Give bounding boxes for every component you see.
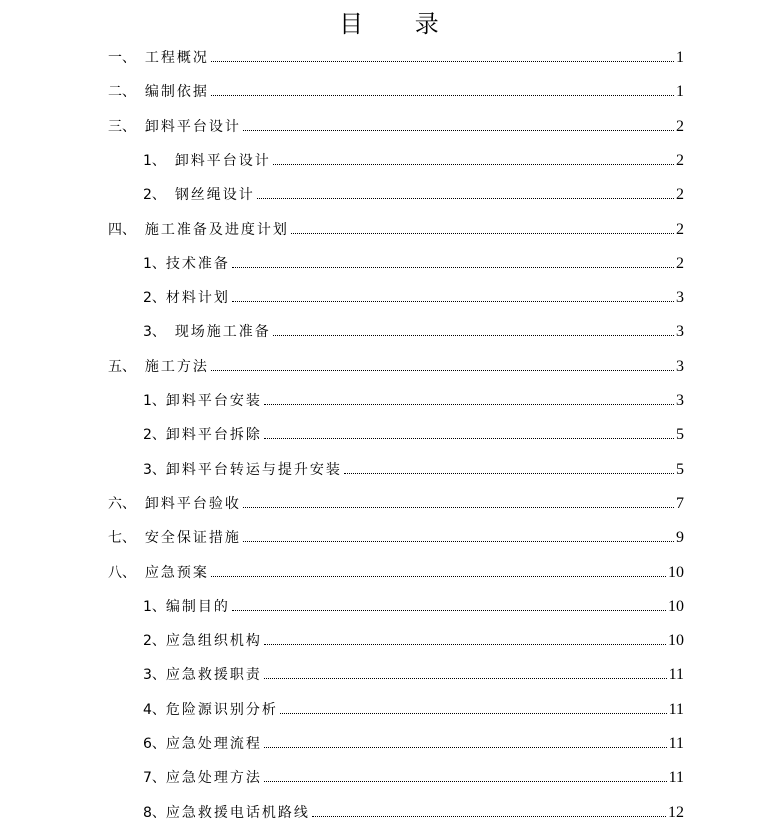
toc-leader-dots <box>264 644 666 645</box>
toc-entry-label: 应急处理方法 <box>165 770 262 787</box>
toc-entry-label: 应急救援职责 <box>165 667 262 684</box>
toc-entry-number: 六、 <box>108 495 145 512</box>
toc-leader-dots <box>211 95 674 96</box>
toc-entry-label: 施工方法 <box>144 358 209 375</box>
toc-leader-dots <box>344 473 674 474</box>
toc-entry-number: 3、 <box>143 667 166 684</box>
toc-entry-label: 钢丝绳设计 <box>174 187 255 204</box>
toc-entry-number: 三、 <box>108 118 145 135</box>
toc-leader-dots <box>273 164 674 165</box>
toc-entry-label: 卸料平台设计 <box>174 152 271 169</box>
toc-entry-number: 1、 <box>143 598 166 615</box>
toc-title: 目 录 <box>339 10 461 38</box>
toc-entry[interactable] <box>143 796 684 822</box>
toc-entry-label: 工程概况 <box>144 50 209 66</box>
toc-leader-dots <box>211 370 674 371</box>
toc-leader-dots <box>312 816 666 817</box>
toc-leader-dots <box>243 541 674 542</box>
toc-entry[interactable] <box>143 590 684 616</box>
toc-entry-page: 1 <box>676 49 684 66</box>
toc-entry-label: 应急预案 <box>144 564 209 581</box>
toc-entry-number: 6、 <box>143 736 166 752</box>
toc-entry-page: 11 <box>668 700 684 718</box>
toc-entry-number: 2、 <box>143 633 166 650</box>
toc-leader-dots <box>264 747 667 748</box>
toc-entry-number: 1、 <box>143 393 166 409</box>
toc-entry-page: 11 <box>668 735 684 752</box>
toc-entry-number: 2、 <box>143 187 175 204</box>
toc-entry-page: 3 <box>676 357 684 375</box>
toc-entry-number: 2、 <box>143 290 166 307</box>
toc-leader-dots <box>280 713 667 714</box>
toc-entry[interactable] <box>108 110 684 136</box>
toc-entry-label: 卸料平台设计 <box>144 118 241 135</box>
toc-entry-page: 10 <box>668 597 684 615</box>
toc-entry[interactable] <box>108 213 684 239</box>
toc-entry-number: 1、 <box>143 255 166 272</box>
toc-leader-dots <box>211 576 666 577</box>
toc-entry-page: 12 <box>668 803 684 821</box>
toc-entry-label: 卸料平台转运与提升安装 <box>165 461 342 478</box>
toc-leader-dots <box>264 781 667 782</box>
toc-entry-number: 3、 <box>143 461 166 478</box>
toc-entry-number: 一、 <box>108 50 145 66</box>
toc-entry[interactable] <box>143 144 684 170</box>
toc-leader-dots <box>243 507 674 508</box>
toc-entry[interactable] <box>143 281 684 307</box>
toc-entry-page: 9 <box>676 529 684 547</box>
toc-entry-label: 现场施工准备 <box>174 324 271 341</box>
toc-leader-dots <box>264 438 674 439</box>
toc-entry-page: 11 <box>668 666 684 684</box>
toc-entry-label: 编制依据 <box>144 84 209 101</box>
toc-entry-label: 应急组织机构 <box>165 633 262 650</box>
toc-entry[interactable] <box>143 418 684 444</box>
toc-entry-number: 七、 <box>108 530 145 547</box>
toc-entry-number: 二、 <box>108 84 145 101</box>
toc-entry-number: 8、 <box>143 804 166 821</box>
toc-entry-page: 3 <box>676 289 684 307</box>
toc-entry[interactable] <box>143 693 684 719</box>
toc-leader-dots <box>273 335 674 336</box>
toc-leader-dots <box>264 678 667 679</box>
toc-entry-number: 八、 <box>108 564 145 581</box>
toc-entry[interactable] <box>108 556 684 582</box>
toc-entry-label: 材料计划 <box>165 290 230 307</box>
toc-entry[interactable] <box>108 75 684 101</box>
toc-entry-number: 四、 <box>108 221 145 238</box>
toc-leader-dots <box>232 610 666 611</box>
toc-entry-page: 3 <box>676 392 684 409</box>
toc-entry-page: 2 <box>676 117 684 135</box>
toc-entry-label: 卸料平台验收 <box>144 495 241 512</box>
toc-entry[interactable] <box>143 384 684 410</box>
toc-entry[interactable] <box>143 727 684 753</box>
toc-leader-dots <box>257 198 674 199</box>
toc-entry[interactable] <box>108 350 684 376</box>
toc-leader-dots <box>232 301 674 302</box>
toc-leader-dots <box>291 233 674 234</box>
toc-entry-label: 应急救援电话机路线 <box>165 804 310 821</box>
toc-entry-label: 安全保证措施 <box>144 530 241 547</box>
toc-entry[interactable] <box>143 247 684 273</box>
toc-leader-dots <box>211 61 674 62</box>
toc-entry[interactable] <box>143 624 684 650</box>
toc-entry[interactable] <box>108 41 684 67</box>
toc-entry-number: 3、 <box>143 324 175 341</box>
toc-entry-label: 施工准备及进度计划 <box>144 221 289 238</box>
toc-entry-label: 编制目的 <box>165 598 230 615</box>
toc-entry-number: 1、 <box>143 152 175 169</box>
toc-entry-label: 卸料平台安装 <box>165 393 262 409</box>
toc-entry-page: 5 <box>676 460 684 478</box>
toc-entry-label: 危险源识别分析 <box>165 701 278 718</box>
toc-entry[interactable] <box>108 521 684 547</box>
toc-entry[interactable] <box>143 453 684 479</box>
toc-leader-dots <box>243 130 674 131</box>
toc-entry-label: 卸料平台拆除 <box>165 427 262 444</box>
toc-entry-number: 五、 <box>108 358 145 375</box>
toc-entry[interactable] <box>108 487 684 513</box>
toc-entry-page: 3 <box>676 323 684 341</box>
toc-entry-label: 应急处理流程 <box>165 736 262 752</box>
toc-entry-page: 10 <box>668 632 684 650</box>
toc-entry-number: 2、 <box>143 427 166 444</box>
toc-entry-page: 5 <box>676 426 684 444</box>
toc-leader-dots <box>264 404 674 405</box>
toc-entry-page: 11 <box>668 769 684 787</box>
toc-entry[interactable] <box>143 315 684 341</box>
toc-entry-page: 2 <box>676 186 684 204</box>
toc-entry-label: 技术准备 <box>165 255 230 272</box>
toc-entry-page: 2 <box>676 220 684 238</box>
toc-entry[interactable] <box>143 658 684 684</box>
toc-entry-page: 10 <box>668 563 684 581</box>
toc-entry[interactable] <box>143 178 684 204</box>
toc-entry-number: 7、 <box>143 770 166 787</box>
toc-entry-page: 1 <box>676 83 684 101</box>
toc-entry-number: 4、 <box>143 701 166 718</box>
toc-entry-page: 2 <box>676 151 684 169</box>
toc-entry-page: 7 <box>676 494 684 512</box>
toc-leader-dots <box>232 267 674 268</box>
toc-entry-page: 2 <box>676 254 684 272</box>
toc-entry[interactable] <box>143 761 684 787</box>
